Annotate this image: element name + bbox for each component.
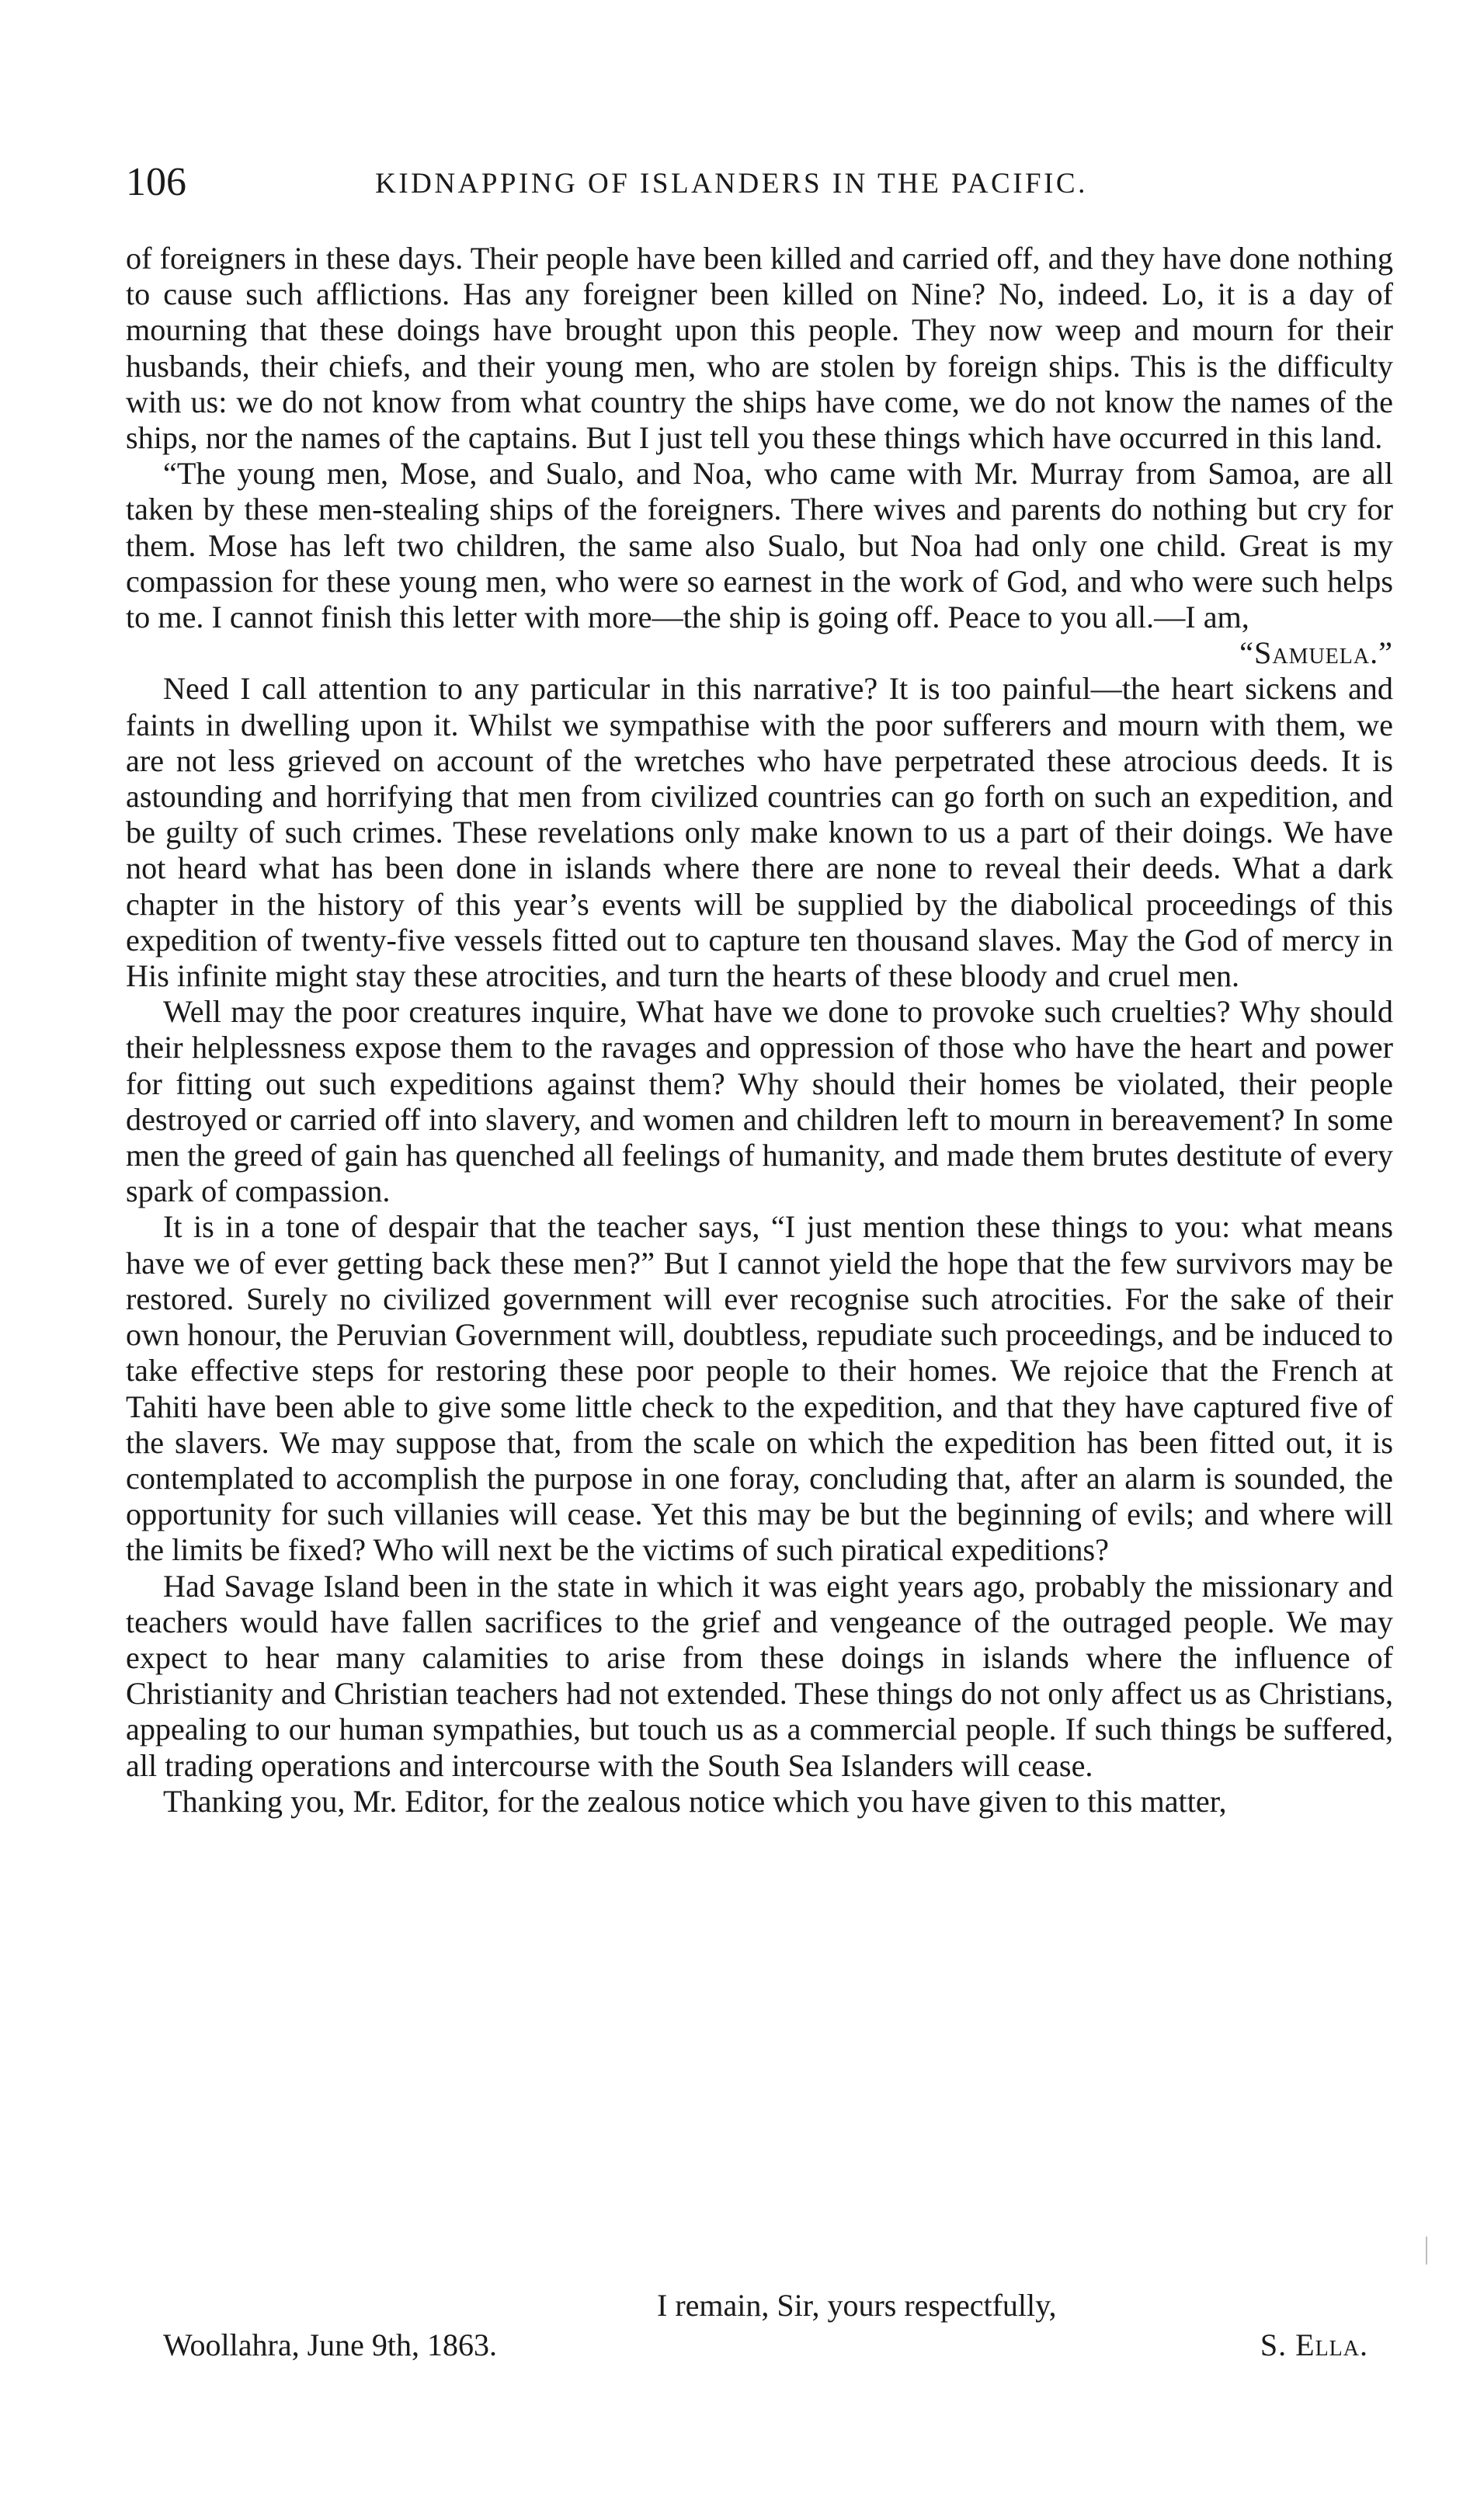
paragraph-3: Need I call attention to any particular in this narrative? It is too painful—the heart sickens and faints in dwelling upon it. Whilst we sympathise with the poor sufferers and mourn with them, we are not less grieved on account of the wretches who have perpetrated these atrocious deeds. It is astounding and horrifying that men from civilized countries can go forth on such an expedition, and be guilty of such crimes. These revelations only make known to us a part of their doings. We have not heard what has been done in islands where there are none to reveal their deeds. What a dark chapter in the history of this year’s events will be supplied by the diabolical proceedings of this expedition of twenty-five vessels fitted out to capture ten thousand slaves. May the God of mercy in His infinite might stay these atrocities, and turn the hearts of these bloody and cruel men. [126, 671, 1393, 994]
paragraph-6: Had Savage Island been in the state in which it was eight years ago, probably the missionary and teachers would have fallen sacrifices to the grief and vengeance of the outraged people. We may expect to hear many calamities to arise from these doings in islands where the influence of Christianity and Christian teachers had not extended. These things do not only affect us as Christians, appealing to our human sympathies, but touch us as a commercial people. If such things be suffered, all trading operations and intercourse with the South Sea Islanders will cease. [126, 1568, 1393, 1783]
paragraph-5: It is in a tone of despair that the teacher says, “I just mention these things to you: what means have we of ever getting back these men?” But I cannot yield the hope that the few survivors may be restored. Surely no civilized government will ever recognise such atrocities. For the sake of their own honour, the Peruvian Government will, doubtless, repudiate such proceedings, and be induced to take effective steps for restoring these poor people to their homes. We rejoice that the French at Tahiti have been able to give some little check to the expedition, and that they have captured five of the slavers. We may suppose that, from the scale on which the expedition has been fitted out, it is contemplated to accomplish the purpose in one foray, concluding that, after an alarm is sounded, the opportunity for such villanies will cease. Yet this may be but the beginning of evils; and where will the limits be fixed? Who will next be the victims of such piratical expeditions? [126, 1209, 1393, 1568]
paragraph-1: of foreigners in these days. Their people have been killed and carried off, and they have done nothing to cause such afflictions. Has any foreigner been killed on Nine? No, indeed. Lo, it is a day of mourning that these doings have brought upon this people. They now weep and mourn for their husbands, their chiefs, and their young men, who are stolen by foreign ships. This is the difficulty with us: we do not know from what country the ships have come, we do not know the names of the ships, nor the names of the captains. But I just tell you these things which have occurred in this land. [126, 241, 1393, 456]
closing-line: I remain, Sir, yours respectfully, [657, 2288, 1057, 2323]
page-number: 106 [126, 160, 186, 204]
running-head [126, 159, 1337, 206]
paragraph-2-text: “The young men, Mose, and Sualo, and Noa, who came with Mr. Murray from Samoa, are all taken by these men-stealing ships of the foreigners. There wives and parents do nothing but cry for them. Mose has left two children, the same also Sualo, but Noa had only one child. Great is my compassion for these young men, who were so earnest in the work of God, and who were such helps to me. I cannot finish this letter with more—the ship is going off. Peace to you all.—I am, [126, 456, 1393, 635]
paragraph-7: Thanking you, Mr. Editor, for the zealous notice which you have given to this matter, [163, 1783, 1227, 1819]
paragraph-2 [126, 456, 1393, 671]
paragraph-4: Well may the poor creatures inquire, What have we done to provoke such cruelties? Why should their helplessness expose them to the ravages and oppression of those who have the heart and power for fitting out such expeditions against them? Why should their homes be violated, their people destroyed or carried off into slavery, and women and children left to mourn in bereavement? In some men the greed of gain has quenched all feelings of humanity, and made them brutes destitute of every spark of compassion. [126, 994, 1393, 1209]
margin-mark [1426, 2237, 1427, 2265]
signature: S. Ella. [1260, 2327, 1368, 2362]
running-title: KIDNAPPING OF ISLANDERS IN THE PACIFIC. [375, 168, 1088, 200]
body-text [126, 241, 1393, 1820]
samuela-signature: “Samuela.” [1239, 635, 1393, 671]
place-date: Woollahra, June 9th, 1863. [163, 2327, 498, 2362]
